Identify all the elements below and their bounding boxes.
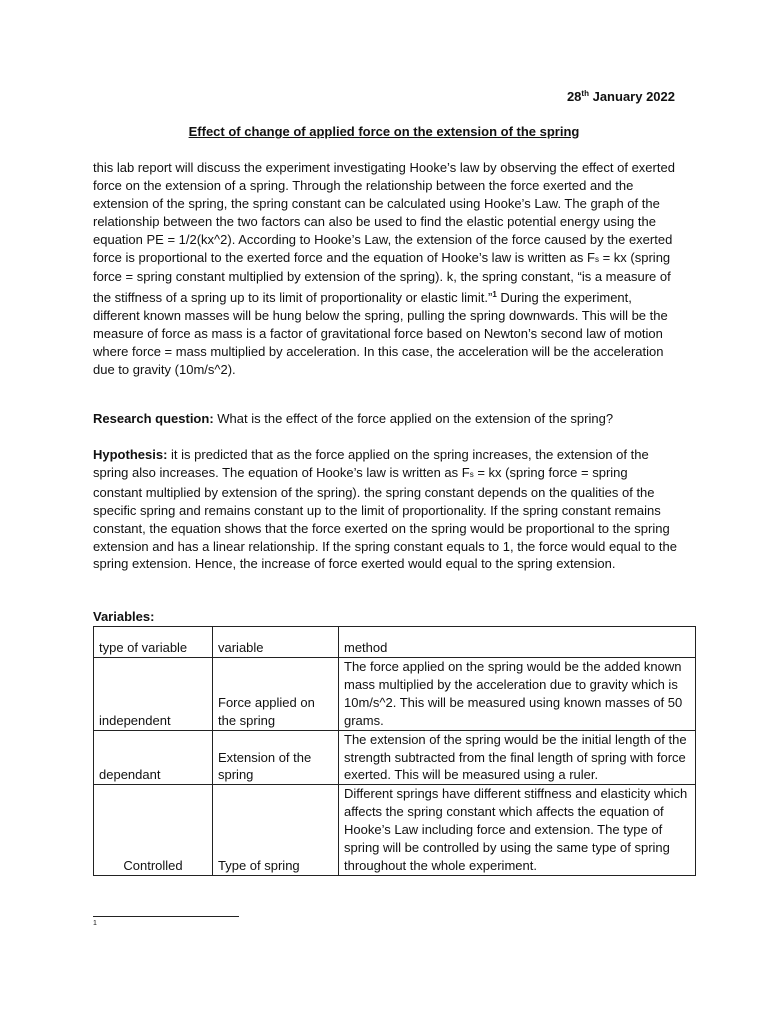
hypothesis-text-2: = kx (spring force = spring constant multiplied by extension of the spring). the spring constant depends on the qualities of the specific spring and remains constant up to the limit of proportionality. If the spring constant remains constant, the equation shows that the force exerted on the spring would be proportional to the spring extension and has a linear relationship. If the spring constant equals to 1, the force would equal to the spring extension. Hence, the increase of force exerted would equal to the spring extension. — [93, 464, 677, 572]
research-question-label: Research question: — [93, 411, 214, 426]
row-variable: Force applied on the spring — [213, 658, 339, 731]
intro-text-2: = kx (spring force = spring constant multiplied by extension of the spring). k, the spring constant, “is a measure of the stiffness of a spring up to its limit of proportionality or elastic limit.” — [93, 249, 671, 306]
row-type: independent — [94, 658, 213, 731]
hypothesis-paragraph — [93, 446, 678, 573]
hypothesis-text-1: it is predicted that as the force applied on the spring increases, the extension of the spring also increases. The equation of Hooke’s law is written as F — [93, 447, 649, 480]
document-title: Effect of change of applied force on the extension of the spring — [188, 124, 580, 139]
row-type: Controlled — [94, 785, 213, 876]
row-type: dependant — [94, 730, 213, 785]
table-row — [94, 658, 696, 731]
table-row — [94, 785, 696, 876]
header-type: type of variable — [94, 627, 213, 658]
date-suffix: th — [581, 89, 589, 98]
intro-text-3: During the experiment, different known masses will be hung below the spring, pulling the spring downwards. This will be the measure of force as mass is a factor of gravitational force based on Newton’s second law of motion where force = mass multiplied by acceleration. In this case, the acceleration will be the acceleration due to gravity (10m/s^2). — [93, 290, 668, 377]
header-variable: variable — [213, 627, 339, 658]
document-date — [567, 89, 675, 104]
research-question-text: What is the effect of the force applied on the extension of the spring? — [213, 411, 614, 426]
footnote-reference: 1 — [492, 290, 497, 300]
date-rest: January 2022 — [588, 89, 675, 104]
table-row — [94, 730, 696, 785]
row-variable: Type of spring — [213, 785, 339, 876]
variables-table — [93, 626, 696, 876]
date-day: 28 — [566, 89, 582, 104]
hypothesis-subscript: s — [469, 469, 474, 479]
table-header-row — [94, 627, 696, 658]
intro-text-1: this lab report will discuss the experiment investigating Hooke’s law by observing the effect of exerted force on the extension of a spring. Through the relationship between the force exerted and the extension of the spring, the spring constant can be calculated using Hooke’s Law. The graph of the relationship between the two factors can also be used to find the elastic potential energy using the equation PE = 1/2(kx^2). According to Hooke’s Law, the extension of the force caused by the exerted force is proportional to the exerted force and the equation of Hooke’s law is written as F — [93, 160, 675, 265]
intro-paragraph — [93, 159, 678, 379]
row-variable: Extension of the spring — [213, 730, 339, 785]
hypothesis-label: Hypothesis: — [93, 447, 168, 462]
header-method: method — [339, 627, 696, 658]
row-method: The force applied on the spring would be the added known mass multiplied by the acceleration due to gravity which is 10m/s^2. This will be measured using known masses of 50 grams. — [339, 658, 696, 731]
row-method: Different springs have different stiffness and elasticity which affects the spring constant which affects the equation of Hooke’s Law including force and extension. The type of spring will be controlled by using the same type of spring throughout the whole experiment. — [339, 785, 696, 876]
footnote-separator — [93, 916, 239, 917]
variables-heading: Variables: — [93, 609, 155, 624]
row-method: The extension of the spring would be the initial length of the strength subtracted from the final length of spring with force exerted. This will be measured using a ruler. — [339, 730, 696, 785]
footnote-number: 1 — [93, 920, 97, 927]
research-question-paragraph — [93, 410, 678, 428]
intro-subscript: s — [594, 254, 599, 264]
